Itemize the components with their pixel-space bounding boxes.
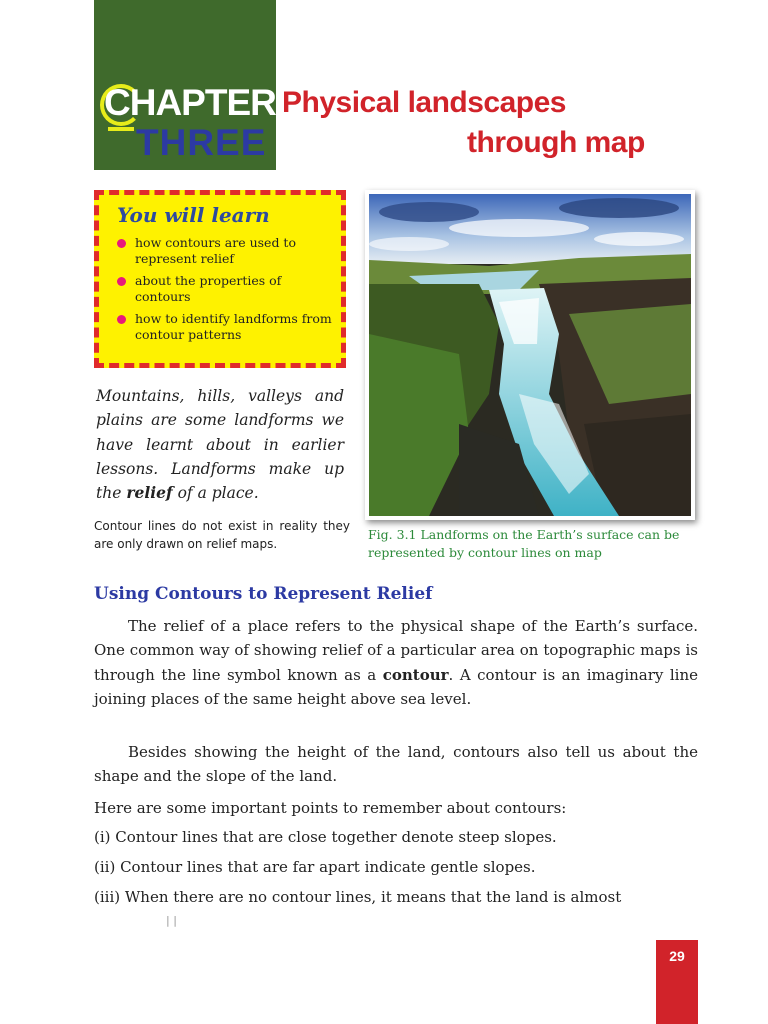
waterfall-photo (369, 194, 691, 516)
paragraph-text: The relief of a place refers to the physical shape of the Earth’s surface. One common way of showing relief of a particular area on topographic maps is through the line symbol known as a (94, 617, 698, 684)
intro-bold-term: relief (126, 483, 173, 503)
page-number-tab (656, 940, 698, 1024)
list-item (113, 311, 333, 343)
intro-paragraph (96, 384, 344, 505)
chapter-title-line1: Physical landscapes (282, 86, 566, 119)
chapter-label: CHAPTER (104, 82, 276, 123)
globe-stand-icon (108, 127, 134, 131)
list-item (113, 235, 333, 267)
intro-text-end: of a place. (172, 484, 259, 503)
point-item: (ii) Contour lines that are far apart indicate gentle slopes. (94, 858, 536, 876)
chapter-number: THREE (136, 122, 267, 163)
figure-photo (365, 190, 695, 520)
footer-mark: | | (166, 914, 177, 927)
side-note: Contour lines do not exist in reality they are only drawn on relief maps. (94, 519, 350, 551)
intro-text: Mountains, hills, valleys and plains are some landforms we have learnt about in earlier lessons. Landforms make up the (96, 387, 344, 503)
chapter-title-line2: through map (467, 126, 645, 159)
list-item-text: how contours are used to represent relief (135, 235, 296, 266)
paragraph-text-end: . A contour is an imaginary line joining places of the same height above sea level. (94, 665, 699, 708)
learning-objectives-title: You will learn (117, 203, 270, 227)
figure-caption: Fig. 3.1 Landforms on the Earth’s surface can be represented by contour lines on map (368, 527, 680, 560)
bold-term: contour (382, 665, 449, 684)
point-item: (i) Contour lines that are close together denote steep slopes. (94, 828, 557, 846)
list-item-text: about the properties of contours (135, 273, 282, 304)
body-paragraph: Here are some important points to remember about contours: (94, 799, 567, 817)
learning-objectives-list (113, 235, 333, 349)
learning-objectives-box (94, 190, 346, 368)
bullet-icon (117, 239, 126, 248)
bullet-icon (117, 277, 126, 286)
list-item (113, 273, 333, 305)
bullet-icon (117, 315, 126, 324)
point-item: (iii) When there are no contour lines, it means that the land is almost (94, 888, 622, 906)
page-number: 29 (669, 948, 685, 964)
section-heading: Using Contours to Represent Relief (94, 584, 433, 604)
body-paragraph: Besides showing the height of the land, contours also tell us about the shape and the slope of the land. (94, 743, 698, 786)
list-item-text: how to identify landforms from contour patterns (135, 311, 332, 342)
body-paragraph (94, 614, 698, 711)
